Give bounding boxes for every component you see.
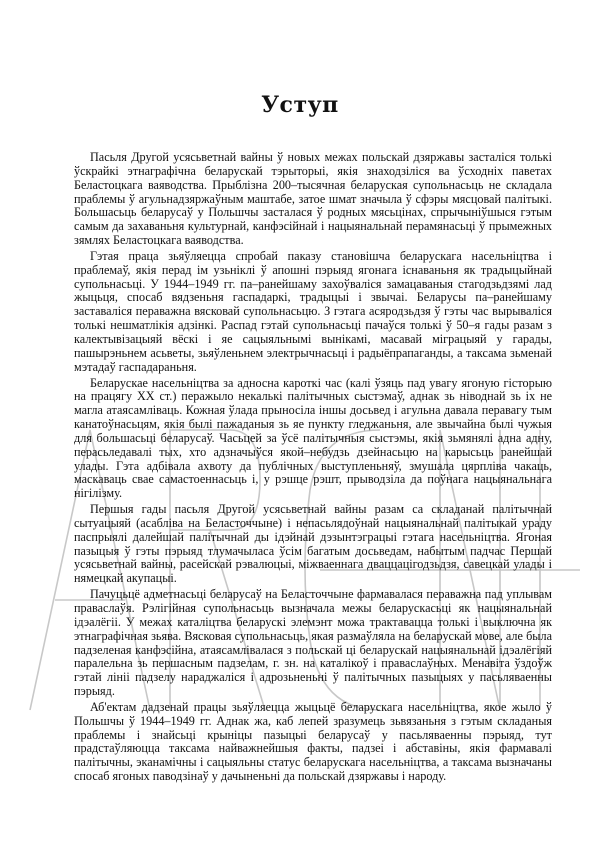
paragraph: Пачуцьцё адметнасьці беларусаў на Беласточчыне фармавалася пераважна пад уплывам праваслаўя. Рэлігійная супольнасьць вызначала межы беларускасьці як нацыянальнай ідэалёгіі. У межах каталіцтва беларускі элемэнт можа трактавацца толькі і выключна як этнаграфічная зьява. Вясковая супольнасьць, якая размаўляла на беларускай мове, але была падзеленая канфэсійна, атаясамлівалася з польскай ці беларускай нацыянальнай ідэалёгіяй паралельна зь першасным падзелам, г. зн. на каталікоў і праваслаўных. Менавіта ўздоўж гэтай лініі падзелу нараджаліся і адрозьненьні ў палітычных пазыцыях у пасьляваенны пэрыяд. xyxy=(74,587,552,699)
paragraph: Пасьля Другой усясьветнай вайны ў новых межах польскай дзяржавы засталіся толькі ўскрайкі этнаграфічна беларускай тэрыторыі, якія знаходзіліся ва ўсходніх паветах Беластоцкага ваяводства. Прыблізна 200–тысячная беларуская супольнасьць не складала праблемы ў агульнадзяржаўным маштабе, затое шмат значыла ў сфэры мясцовай палітыкі. Большасьць беларусаў у Польшчы засталася ў родных мясьцінах, спрычыніўшыся гэтым самым да захаваньня культурнай, канфэсійнай і нацыянальнай перамянасьці ў прымежных зямлях Беластоцкага ваяводства. xyxy=(74,150,552,248)
paragraph: Гэтая праца зьяўляецца спробай паказу становішча беларускага насельніцтва і праблемаў, якія перад ім узьніклі ў апошні пэрыяд ягонага існаваньня як традыцыйнай супольнасьці. У 1944–1949 гг. па–ранейшаму захоўваліся замацаваныя стагодзьдзямі лад жыцьця, спосаб вядзеньня гаспадаркі, традыцыі і звычаі. Беларусы па–ранейшаму заставаліся пераважна вясковай супольнасьцю. З гэтага асяродзьдзя ў гэты час вырываліся толькі нешматлікія адзінкі. Распад гэтай супольнасьці пачаўся толькі ў 50–я гады разам з калектывізацыяй вёскі і яе сацыяльнымі вынікамі, масавай міграцыяй у гарады, пашырэньнем асьветы, зьяўленьнем электрычнасьці і радыёпрапаганды, а таксама зьменай мэтадаў гаспадараньня. xyxy=(74,248,552,374)
page-title: Уступ xyxy=(261,92,339,118)
paragraph: Беларускае насельніцтва за адносна кароткі час (калі ўзяць пад увагу ягоную гісторыю на працягу XX ст.) перажыло некалькі палітычных сыстэмаў, аднак зь ніводнай зь іх не магла атаясамліваць. Кожная ўлада прыносіла іншы досьвед і агульна давала перавагу тым канатоўнасьцям, якія былі пажаданыя зь яе пункту гледжаньня, але звычайна былі чужыя для большасьці беларусаў. Часьцей за ўсё палітычныя сыстэмы, якія зьмянялі адна адну, перасьледавалі тых, хто адзначыўся якой–небудзь дзейнасьцю на карысьць ранейшай улады. Гэта адбівала ахвоту да публічных выступленьняў, змушала цярпліва чакаць, маскаваць свае самастоеннасьць і, у рэшце рэшт, прыводзіла да поўнага нацыянальнага нігілізму. xyxy=(74,375,552,501)
paragraph: Першыя гады пасьля Другой усясьветнай вайны разам са складанай палітычнай сытуацыяй (асабліва на Беласточчыне) і непасьлядоўнай нацыянальнай палітыкай ураду паспрыялі далейшай палітычнай ды ідэйнай дэзынтэграцыі гэтага насельніцтва. Ягоная пазыцыя ў гэты пэрыяд тлумачыласа ўсім багатым досьведам, набытым падчас Першай усясьветнай вайны, расейскай рэвалюцыі, міжваеннага дваццацігодзьдзя, савецкай улады і нямецкай акупацыі. xyxy=(74,502,552,586)
paragraph: Аб'ектам дадзенай працы зьяўляецца жыцьцё беларускага насельніцтва, якое жыло ў Польшчы ў 1944–1949 гг. Аднак жа, каб лепей зразумець зьвязаньня з гэтым складаныя праблемы і знайсьці крыніцы пазыцыі беларусаў у пасьляваенны пэрыяд, тут прадстаўляюцца таксама найважнейшыя факты, падзеі і абставіны, якія фармавалі палітычны, эканамічны і сацыяльны статус беларускага насельніцтва, а таксама вызначаны спосаб ягоных паводзінаў у дачыненьні да польскай дзяржавы і народу. xyxy=(74,699,552,784)
body-text xyxy=(74,151,552,786)
